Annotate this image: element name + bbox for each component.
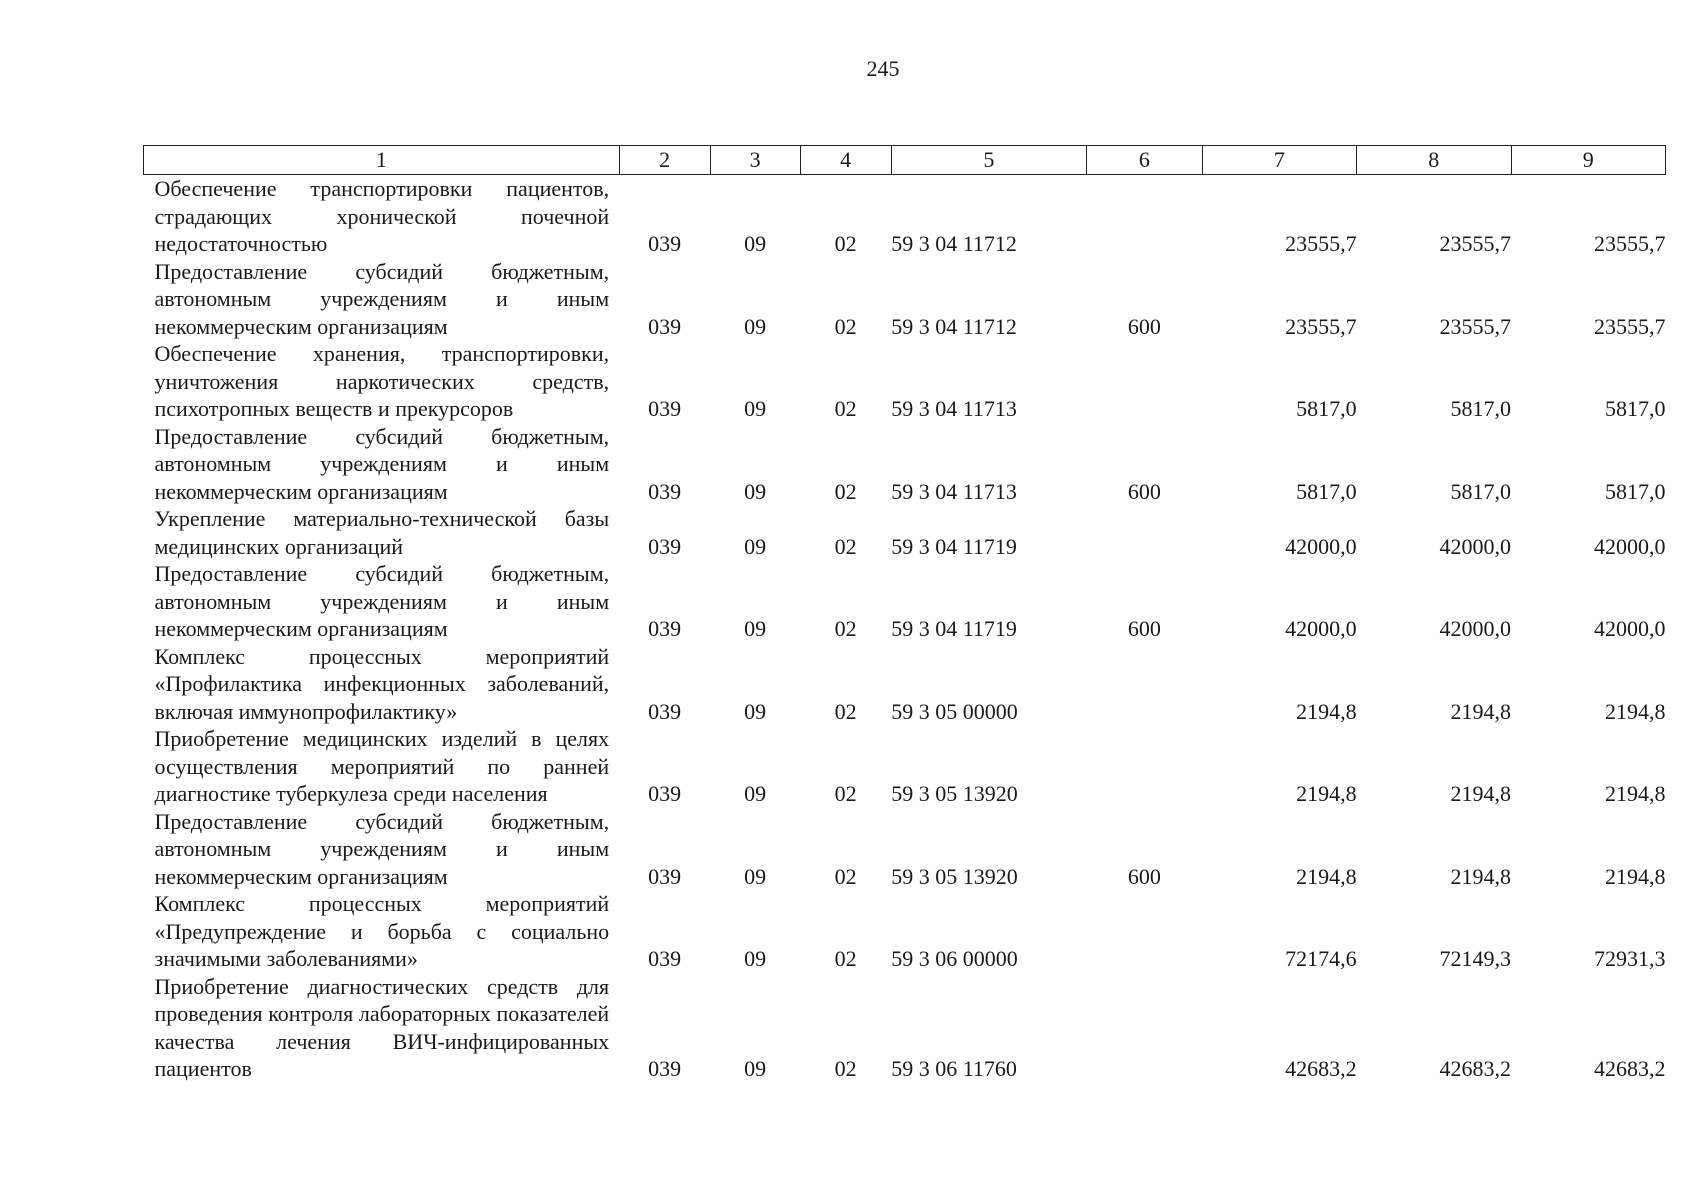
column-header-6: 6: [1087, 146, 1203, 175]
target-article-cell: 59 3 04 11713: [891, 478, 1017, 504]
subsection-code-cell: 02: [834, 616, 857, 641]
row-name-cell: Комплекс процессных мероприятий «Профилактика инфекционных заболеваний, включая иммунопрофилактику»: [154, 643, 610, 724]
section-code-cell: 09: [744, 698, 767, 724]
column-header-8: 8: [1357, 146, 1511, 175]
expense-type-cell: [1087, 505, 1203, 560]
amount-col8-cell: 42000,0: [1439, 533, 1511, 559]
column-header-4: 4: [800, 146, 891, 175]
amount-col8-cell: 42683,2: [1439, 1056, 1511, 1081]
section-code-cell: 09: [744, 533, 767, 559]
amount-col7-cell: 42000,0: [1285, 616, 1357, 641]
amount-col8-cell: 2194,8: [1450, 863, 1511, 889]
expense-type-cell: 600: [1127, 313, 1161, 339]
section-code-cell: 09: [744, 313, 767, 339]
amount-col8-cell: 72149,3: [1439, 946, 1511, 971]
budget-table: [143, 145, 1666, 1083]
subsection-code-cell: 02: [834, 946, 857, 971]
target-article-cell: 59 3 04 11713: [891, 396, 1017, 421]
column-header-9: 9: [1511, 146, 1666, 175]
amount-col8-cell: 5817,0: [1450, 478, 1511, 504]
table-row: [144, 725, 1666, 808]
table-row: [144, 175, 1666, 258]
table-header: [144, 146, 1666, 175]
column-header-7: 7: [1202, 146, 1356, 175]
target-article-cell: 59 3 06 11760: [891, 1056, 1017, 1081]
expense-type-cell: [1087, 890, 1203, 973]
subsection-code-cell: 02: [834, 863, 857, 889]
expense-type-cell: 600: [1127, 616, 1161, 641]
admin-code-cell: 039: [648, 781, 682, 806]
admin-code-cell: 039: [648, 313, 682, 339]
expense-type-cell: 600: [1127, 863, 1161, 889]
target-article-cell: 59 3 04 11712: [891, 313, 1017, 339]
expense-type-cell: [1087, 175, 1203, 258]
amount-col7-cell: 23555,7: [1285, 231, 1357, 256]
amount-col9-cell: 42683,2: [1594, 1056, 1666, 1081]
amount-col9-cell: 2194,8: [1605, 781, 1666, 806]
amount-col8-cell: 2194,8: [1450, 781, 1511, 806]
section-code-cell: 09: [744, 1056, 767, 1081]
amount-col8-cell: 42000,0: [1439, 616, 1511, 641]
amount-col7-cell: 72174,6: [1285, 946, 1357, 971]
table-row: [144, 423, 1666, 506]
amount-col9-cell: 72931,3: [1594, 946, 1666, 971]
amount-col7-cell: 23555,7: [1285, 313, 1357, 339]
admin-code-cell: 039: [648, 946, 682, 971]
table-row: [144, 340, 1666, 423]
subsection-code-cell: 02: [834, 313, 857, 339]
section-code-cell: 09: [744, 396, 767, 421]
amount-col8-cell: 5817,0: [1450, 396, 1511, 421]
expense-type-cell: 600: [1127, 478, 1161, 504]
target-article-cell: 59 3 04 11719: [891, 533, 1017, 559]
expense-type-cell: [1087, 725, 1203, 808]
amount-col7-cell: 2194,8: [1296, 698, 1357, 724]
amount-col9-cell: 23555,7: [1594, 313, 1666, 339]
row-name-cell: Комплекс процессных мероприятий «Предупреждение и борьба с социально значимыми заболеваниями»: [154, 891, 610, 971]
row-name-cell: Обеспечение транспортировки пациентов, страдающих хронической почечной недостаточностью: [154, 176, 610, 256]
row-name-cell: Предоставление субсидий бюджетным, автономным учреждениям и иным некоммерческим организациям: [154, 423, 610, 504]
amount-col9-cell: 2194,8: [1605, 863, 1666, 889]
target-article-cell: 59 3 05 13920: [891, 863, 1018, 889]
subsection-code-cell: 02: [834, 478, 857, 504]
table-row: [144, 258, 1666, 341]
section-code-cell: 09: [744, 863, 767, 889]
target-article-cell: 59 3 06 00000: [891, 946, 1018, 971]
admin-code-cell: 039: [648, 396, 682, 421]
subsection-code-cell: 02: [834, 1056, 857, 1081]
amount-col7-cell: 2194,8: [1296, 781, 1357, 806]
amount-col9-cell: 2194,8: [1605, 698, 1666, 724]
header-row: [144, 146, 1666, 175]
amount-col7-cell: 42000,0: [1285, 533, 1357, 559]
subsection-code-cell: 02: [834, 396, 857, 421]
subsection-code-cell: 02: [834, 698, 857, 724]
admin-code-cell: 039: [648, 863, 682, 889]
admin-code-cell: 039: [648, 478, 682, 504]
admin-code-cell: 039: [648, 533, 682, 559]
table-row: [144, 808, 1666, 891]
target-article-cell: 59 3 05 13920: [891, 781, 1018, 806]
section-code-cell: 09: [744, 946, 767, 971]
amount-col8-cell: 23555,7: [1439, 231, 1511, 256]
table-row: [144, 505, 1666, 560]
expense-type-cell: [1087, 340, 1203, 423]
row-name-cell: Предоставление субсидий бюджетным, автономным учреждениям и иным некоммерческим организациям: [154, 258, 610, 339]
row-name-cell: Укрепление материально-технической базы медицинских организаций: [154, 506, 610, 559]
target-article-cell: 59 3 04 11712: [891, 231, 1017, 256]
section-code-cell: 09: [744, 781, 767, 806]
row-name-cell: Предоставление субсидий бюджетным, автономным учреждениям и иным некоммерческим организациям: [154, 561, 610, 641]
admin-code-cell: 039: [648, 1056, 682, 1081]
subsection-code-cell: 02: [834, 533, 857, 559]
table-row: [144, 560, 1666, 643]
amount-col7-cell: 5817,0: [1296, 396, 1357, 421]
amount-col7-cell: 42683,2: [1285, 1056, 1357, 1081]
target-article-cell: 59 3 04 11719: [891, 616, 1017, 641]
expense-type-cell: [1087, 973, 1203, 1083]
table-row: [144, 643, 1666, 726]
table-row: [144, 890, 1666, 973]
subsection-code-cell: 02: [834, 231, 857, 256]
column-header-5: 5: [891, 146, 1086, 175]
section-code-cell: 09: [744, 478, 767, 504]
amount-col7-cell: 5817,0: [1296, 478, 1357, 504]
amount-col9-cell: 42000,0: [1594, 616, 1666, 641]
row-name-cell: Предоставление субсидий бюджетным, автономным учреждениям и иным некоммерческим организациям: [154, 808, 610, 889]
row-name-cell: Приобретение диагностических средств для проведения контроля лабораторных показателей качества лечения ВИЧ-инфицированных пациентов: [154, 973, 610, 1081]
amount-col9-cell: 23555,7: [1594, 231, 1666, 256]
amount-col9-cell: 42000,0: [1594, 533, 1666, 559]
admin-code-cell: 039: [648, 616, 682, 641]
row-name-cell: Приобретение медицинских изделий в целях осуществления мероприятий по ранней диагностике туберкулеза среди населения: [154, 726, 610, 806]
column-header-2: 2: [619, 146, 710, 175]
table-body: [144, 175, 1666, 1083]
page-number: 245: [866, 56, 900, 81]
amount-col9-cell: 5817,0: [1605, 396, 1666, 421]
row-name-cell: Обеспечение хранения, транспортировки, уничтожения наркотических средств, психотропных веществ и прекурсоров: [154, 341, 610, 421]
expense-type-cell: [1087, 643, 1203, 726]
section-code-cell: 09: [744, 231, 767, 256]
subsection-code-cell: 02: [834, 781, 857, 806]
admin-code-cell: 039: [648, 231, 682, 256]
column-header-3: 3: [710, 146, 800, 175]
section-code-cell: 09: [744, 616, 767, 641]
amount-col8-cell: 23555,7: [1439, 313, 1511, 339]
column-header-1: 1: [144, 146, 620, 175]
admin-code-cell: 039: [648, 698, 682, 724]
amount-col7-cell: 2194,8: [1296, 863, 1357, 889]
amount-col8-cell: 2194,8: [1450, 698, 1511, 724]
amount-col9-cell: 5817,0: [1605, 478, 1666, 504]
target-article-cell: 59 3 05 00000: [891, 698, 1018, 724]
table-row: [144, 973, 1666, 1083]
